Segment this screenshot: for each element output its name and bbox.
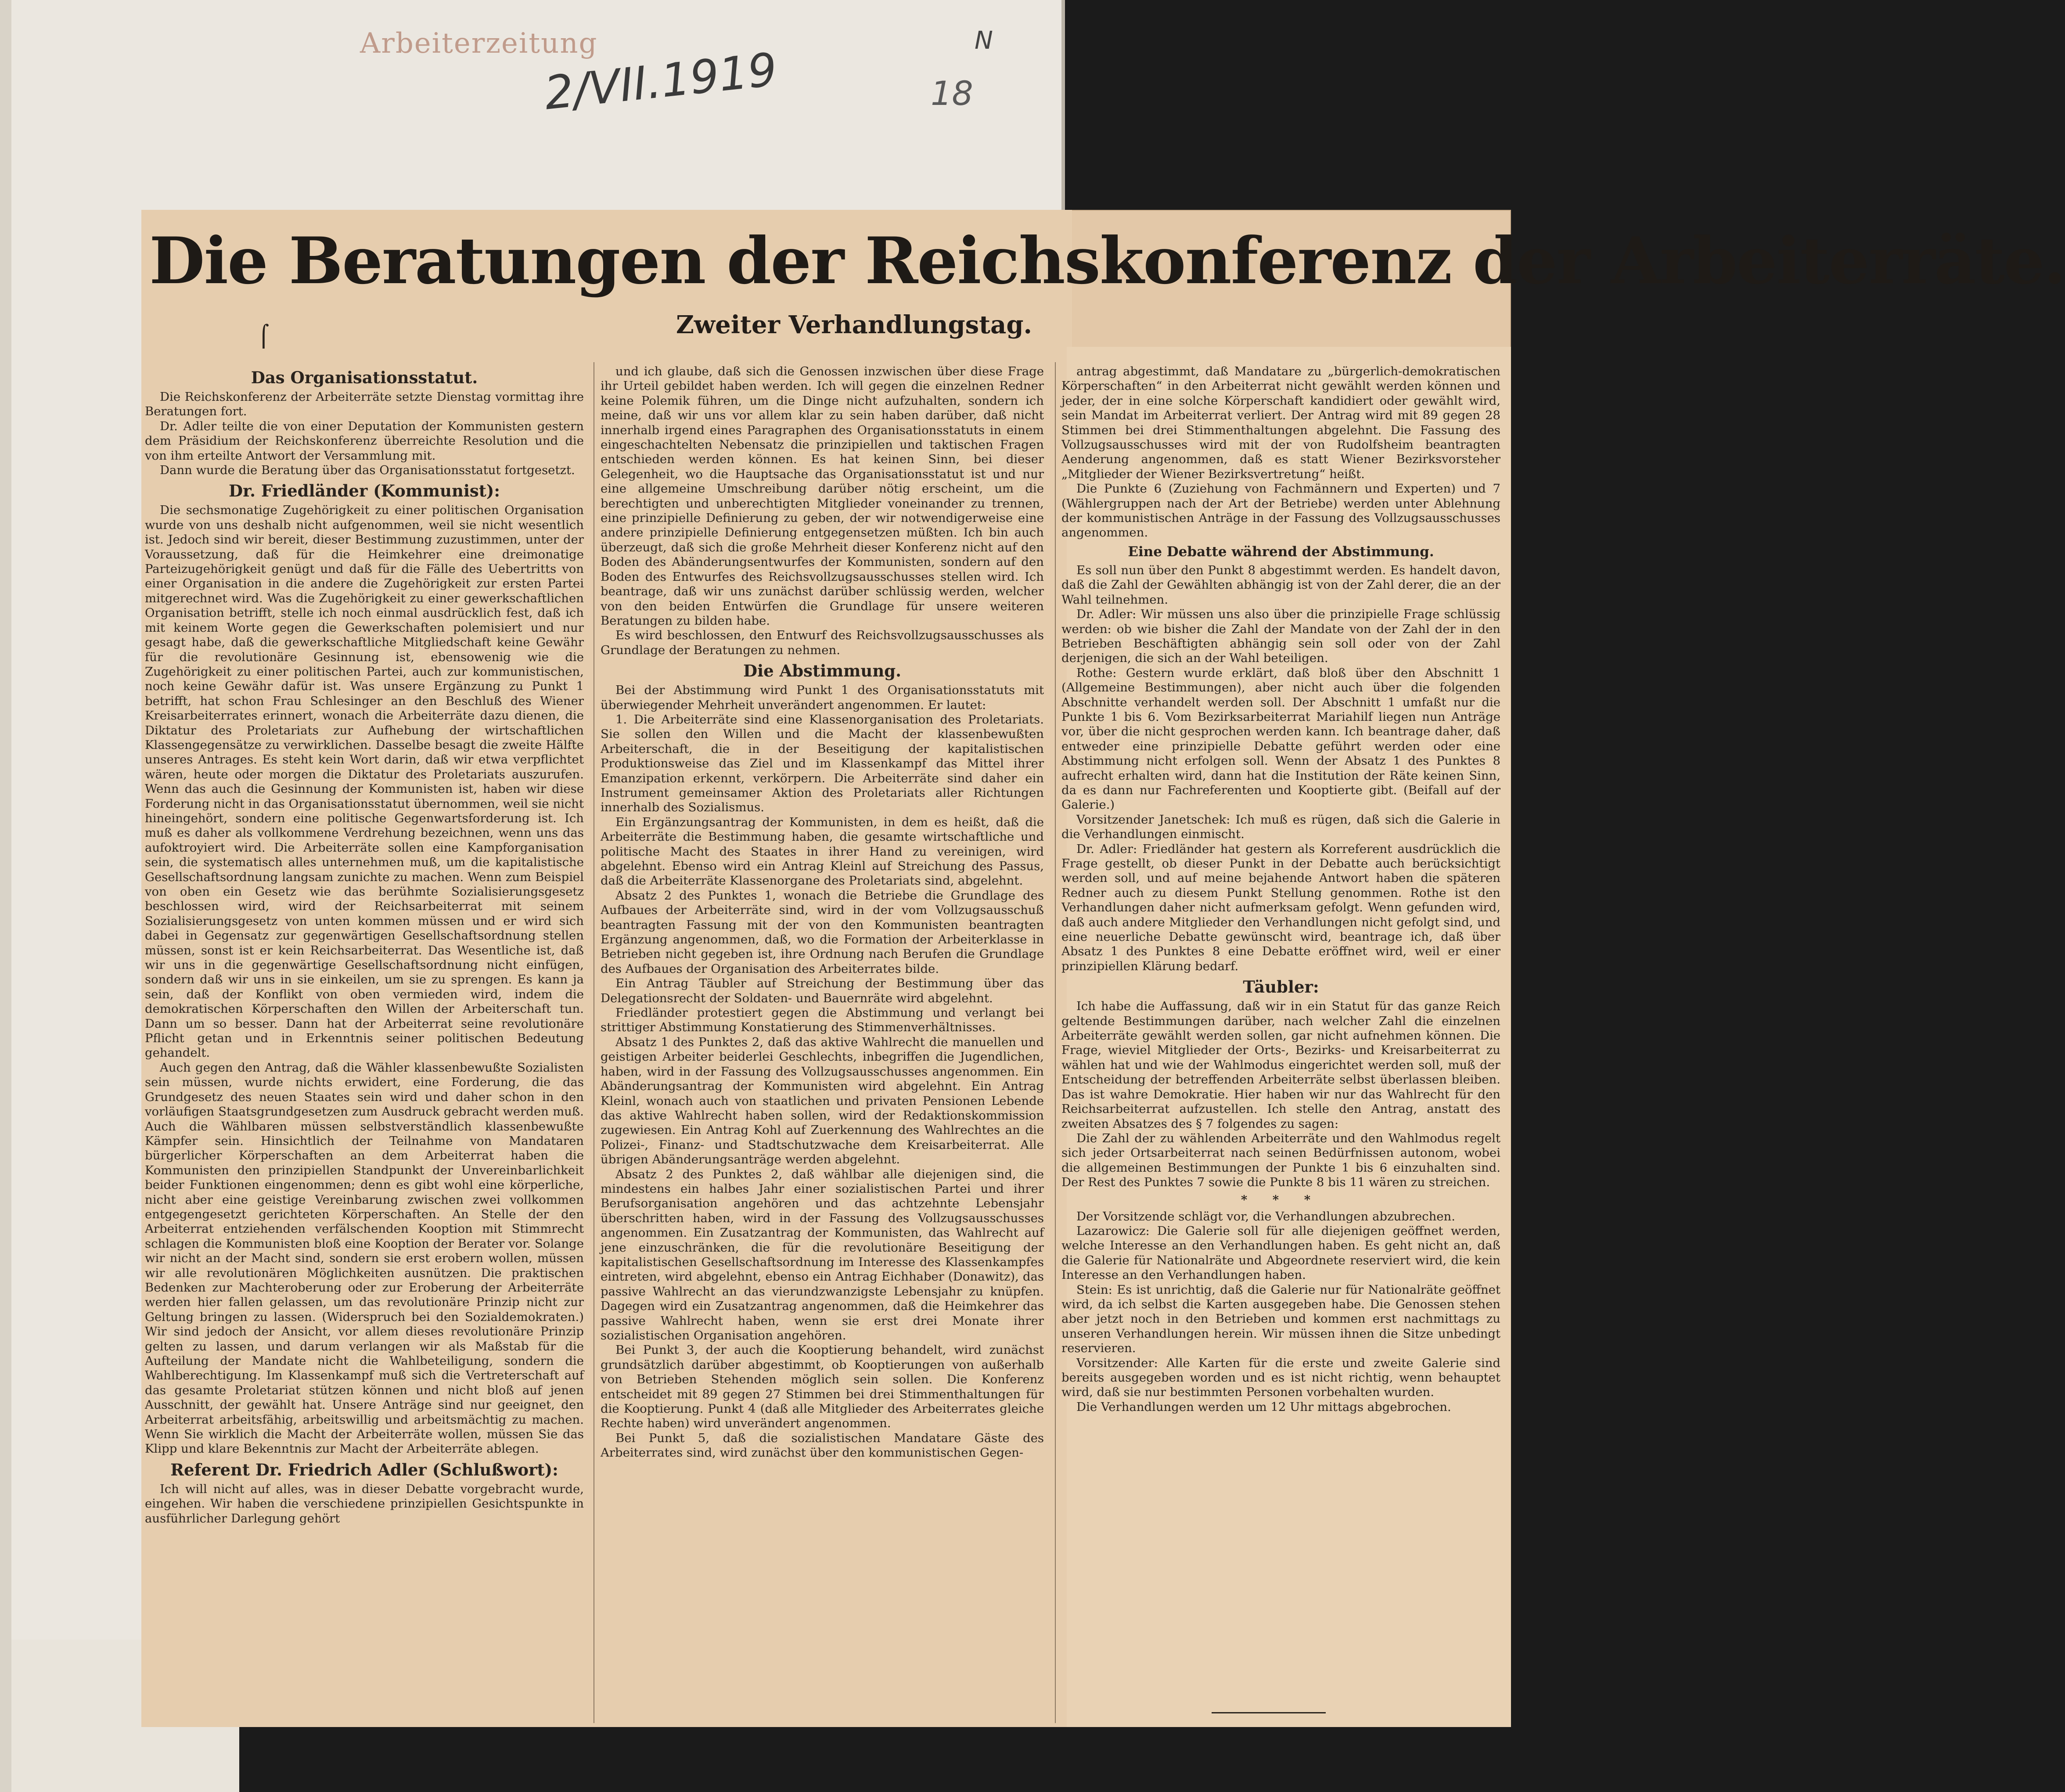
article-subheadline: Zweiter Verhandlungstag. (676, 310, 1032, 339)
article-paragraph: Friedländer protestiert gegen die Abstimmung und verlangt bei strittiger Abstimmung Konstatierung des Stimmenverhältnisses. (601, 1006, 1044, 1035)
article-column-1 (145, 364, 584, 1708)
section-heading: Das Organisationsstatut. (251, 368, 478, 387)
article-paragraph: Dann wurde die Beratung über das Organisationsstatut fortgesetzt. (160, 463, 575, 478)
article-paragraph: Rothe: Gestern wurde erklärt, daß bloß über den Abschnitt 1 (Allgemeine Bestimmungen), aber nicht auch über die folgenden Abschnitte verhandelt werden soll. Der Abschnitt 1 umfaßt nur die Punkte 1 bis 6. Vom Bezirksarbeiterrat Mariahilf liegen nun Anträge vor, über die nicht gesprochen werden kann. Ich beantrage daher, daß entweder eine prinzipielle Debatte geführt werden oder eine Abstimmung nicht erfolgen soll. Wenn der Absatz 1 des Punktes 8 aufrecht erhalten wird, dann hat die Institution der Räte keinen Sinn, da es dann nur Fachreferenten und Kooptierte gibt. (Beifall auf der Galerie.) (1061, 666, 1500, 812)
article-paragraph: Ein Antrag Täubler auf Streichung der Bestimmung über das Delegationsrecht der Soldaten- und Bauernräte wird abgelehnt. (601, 976, 1044, 1005)
article-paragraph: Absatz 2 des Punktes 2, daß wählbar alle diejenigen sind, die mindestens ein halbes Jahr einer sozialistischen Partei und ihrer Berufsorganisation angehören und das achtzehnte Lebensjahr überschritten haben, wird in der Fassung des Vollzugsausschusses angenommen. Ein Zusatzantrag der Kommunisten, das Wahlrecht auf jene einzuschränken, die für die revolutionäre Beseitigung der kapitalistischen Gesellschaftsordnung im Interesse des Klassenkampfes eintreten, wird abgelehnt, ebenso ein Antrag Eichhaber (Donawitz), das passive Wahlrecht an das vierundzwanzigste Lebensjahr zu knüpfen. Dagegen wird ein Zusatzantrag angenommen, daß die Heimkehrer das passive Wahlrecht haben, wenn sie erst drei Monate ihrer sozialistischen Organisation angehören. (601, 1167, 1044, 1342)
article-paragraph: Vorsitzender Janetschek: Ich muß es rügen, daß sich die Galerie in die Verhandlungen einmischt. (1061, 812, 1500, 842)
archive-card-margin (0, 0, 11, 1792)
article-paragraph: Es wird beschlossen, den Entwurf des Reichsvollzugsausschusses als Grundlage der Beratungen zu nehmen. (601, 628, 1044, 657)
ornament-brace: ⌠ (258, 324, 270, 349)
article-paragraph: Absatz 2 des Punktes 1, wonach die Betriebe die Grundlage des Aufbaues der Arbeiterräte sind, wird in der vom Vollzugsausschuß beantragten Fassung mit der von den Kommunisten beantragten Ergänzung angenommen, daß, wo die Formation der Arbeiterklasse in Betrieben nicht gegeben ist, ihre Ordnung nach Berufen die Grundlage des Aufbaues der Organisation des Arbeiterrates bilde. (601, 888, 1044, 976)
handwritten-page-number: 18 (931, 74, 973, 113)
newspaper-name-stamp: Arbeiterzeitung (360, 27, 598, 60)
article-column-2 (601, 364, 1044, 1730)
article-column-3 (1061, 364, 1500, 1681)
article-paragraph: Dr. Adler: Wir müssen uns also über die prinzipielle Frage schlüssig werden: ob wie bisher die Zahl der Mandate von der Zahl der in den Betrieben Beschäftigten abhängig sein soll oder von der Zahl derjenigen, die sich an der Wahl beteiligen. (1061, 607, 1500, 666)
section-heading: Referent Dr. Friedrich Adler (Schlußwort): (170, 1460, 558, 1479)
article-paragraph: Die Punkte 6 (Zuziehung von Fachmännern und Experten) und 7 (Wählergruppen nach der Art der Betriebe) werden unter Ablehnung der kommunistischen Anträge in der Fassung des Vollzugsausschusses angenommen. (1061, 482, 1500, 540)
article-paragraph: Lazarowicz: Die Galerie soll für alle diejenigen geöffnet werden, welche Interesse an den Verhandlungen haben. Es geht nicht an, daß die Galerie für Nationalräte und Abgeordnete reserviert wird, die kein Interesse an den Verhandlungen haben. (1061, 1223, 1500, 1282)
section-heading: Eine Debatte während der Abstimmung. (1128, 543, 1434, 560)
article-paragraph: 1. Die Arbeiterräte sind eine Klassenorganisation des Proletariats. Sie sollen den Willen und die Macht der klassenbewußten Arbeiterschaft, die in der Beseitigung der kapitalistischen Produktionsweise das Ziel und im Klassenkampf das Mittel ihrer Emanzipation erkennt, verkörpern. Die Arbeiterräte sind daher ein Instrument gemeinsamer Aktion des Proletariats aller Richtungen innerhalb des Sozialismus. (601, 712, 1044, 815)
article-paragraph: Ein Ergänzungsantrag der Kommunisten, in dem es heißt, daß die Arbeiterräte die Bestimmung haben, die gesamte wirtschaftliche und politische Macht des Staates in ihrer Hand zu vereinigen, wird abgelehnt. Ebenso wird ein Antrag Kleinl auf Streichung des Passus, daß die Arbeiterräte Klassenorgane des Proletariats sind, abgelehnt. (601, 815, 1044, 888)
article-end-rule (1212, 1712, 1326, 1713)
section-heading: Die Abstimmung. (743, 661, 901, 681)
article-paragraph: Der Vorsitzende schlägt vor, die Verhandlungen abzubrechen. (1076, 1209, 1456, 1223)
article-paragraph: und ich glaube, daß sich die Genossen inzwischen über diese Frage ihr Urteil gebildet haben werden. Ich will gegen die einzelnen Redner keine Polemik führen, um die Dinge nicht aufzuhalten, sondern ich meine, daß wir uns vor allem klar zu sein haben darüber, daß nicht innerhalb irgend eines Paragraphen des Organisationsstatuts in einem eingeschachtelten Nebensatz die prinzipiellen und taktischen Fragen entschieden werden können. Es hat keinen Sinn, bei dieser Gelegenheit, wo die Hauptsache das Organisationsstatut ist und nur eine allgemeine Umschreibung darüber nötig erscheint, um die berechtigten und unberechtigten Mitglieder voneinander zu trennen, eine prinzipielle Definierung zu geben, der wir notwendigerweise eine andere prinzipielle Definierung entgegensetzen müßten. Ich bin auch überzeugt, daß sich die große Mehrheit dieser Konferenz nicht auf den Boden des Abänderungsentwurfes der Kommunisten, sondern auf den Boden des Entwurfes des Reichsvollzugsausschusses stellen wird. Ich beantrage, daß wir uns zunächst darüber schlüssig werden, welcher von den beiden Entwürfen die Grundlage für unsere weiteren Beratungen zu bilden habe. (601, 364, 1044, 628)
article-paragraph: Bei Punkt 5, daß die sozialistischen Mandatare Gäste des Arbeiterrates sind, wird zunächst über den kommunistischen Gegen- (601, 1431, 1044, 1460)
article-paragraph: Es soll nun über den Punkt 8 abgestimmt werden. Es handelt davon, daß die Zahl der Gewählten abhängig ist von der Zahl derer, die an der Wahl teilnehmen. (1061, 563, 1500, 607)
section-separator: * * * (1241, 1192, 1321, 1207)
article-paragraph: antrag abgestimmt, daß Mandatare zu „bürgerlich-demokratischen Körperschaften“ in den Arbeiterrat nicht gewählt werden können und jeder, der in eine solche Körperschaft kandidiert oder gewählt wird, sein Mandat im Arbeiterrat verliert. Der Antrag wird mit 89 gegen 28 Stimmen bei drei Stimmenthaltungen abgelehnt. Die Fassung des Vollzugsausschusses wird mit der von Rudolfsheim beantragten Aenderung angenommen, daß es statt Wiener Bezirksvorsteher „Mitglieder der Wiener Bezirksvertretung“ heißt. (1061, 364, 1500, 481)
article-paragraph: Die Zahl der zu wählenden Arbeiterräte und den Wahlmodus regelt sich jeder Ortsarbeiterrat nach seinen Bedürfnissen autonom, wobei die allgemeinen Bestimmungen der Punkte 1 bis 6 einzuhalten sind. Der Rest des Punktes 7 sowie die Punkte 8 bis 11 wären zu streichen. (1061, 1131, 1500, 1190)
article-paragraph: Auch gegen den Antrag, daß die Wähler klassenbewußte Sozialisten sein müssen, wurde nichts erwidert, eine Forderung, die das Grundgesetz des neuen Staates sein wird und daher schon in den vorläufigen Staatsgrundgesetzen zum Ausdruck gebracht werden muß. Auch die Wählbaren müssen selbstverständlich klassenbewußte Kämpfer sein. Hinsichtlich der Teilnahme von Mandataren bürgerlicher Körperschaften an dem Arbeiterrat haben die Kommunisten den prinzipiellen Standpunkt der Unvereinbarlichkeit beider Funktionen eingenommen; denn es gibt wohl eine körperliche, nicht aber eine geistige Vereinbarung zwischen zwei vollkommen entgegengesetzt gerichteten Körperschaften. An Stelle der den Arbeiterrat entziehenden verfälschenden Kooption mit Stimmrecht schlagen die Kommunisten bloß eine Kooption der Berater vor. Solange wir nicht an der Macht sind, sondern sie erst erobern wollen, müssen wir alle revolutionären Möglichkeiten ausnützen. Die praktischen Bedenken zur Machteroberung oder zur Eroberung der Arbeiterräte werden hier fallen gelassen, um das revolutionäre Prinzip nicht zur Geltung bringen zu lassen. (Widerspruch bei den Sozialdemokraten.) Wir sind jedoch der Ansicht, vor allem dieses revolutionäre Prinzip gelten zu lassen, und darum verlangen wir als Maßstab für die Aufteilung der Mandate nicht die Wahlbeteiligung, sondern die Wahlberechtigung. Im Klassenkampf muß sich die Vertreterschaft auf das gesamte Proletariat stützen können und nicht bloß auf jenen Ausschnitt, der gewählt hat. Unsere Anträge sind nur geeignet, den Arbeiterrat arbeitsfähig, arbeitswillig und arbeitsmächtig zu machen. Wenn Sie wirklich die Macht der Arbeiterräte wollen, müssen Sie das Klipp und klare Bekenntnis zur Macht der Arbeiterräte ablegen. (145, 1060, 584, 1456)
article-paragraph: Stein: Es ist unrichtig, daß die Galerie nur für Nationalräte geöffnet wird, da ich selbst die Karten ausgegeben habe. Die Genossen stehen aber jetzt noch in den Betrieben und kommen erst nachmittags zu unseren Verhandlungen herein. Wir müssen ihnen die Sitze unbedingt reservieren. (1061, 1282, 1500, 1356)
article-paragraph: Bei der Abstimmung wird Punkt 1 des Organisationsstatuts mit überwiegender Mehrheit unverändert angenommen. Er lautet: (601, 683, 1044, 712)
article-paragraph: Ich habe die Auffassung, daß wir in ein Statut für das ganze Reich geltende Bestimmungen darüber, nach welcher Zahl die einzelnen Arbeiterräte gewählt werden sollen, gar nicht aufnehmen können. Die Frage, wieviel Mitglieder der Orts-, Bezirks- und Kreisarbeiterrat zu wählen hat und wie der Wahlmodus eingerichtet werden soll, muß der Entscheidung der betreffenden Arbeiterräte selbst überlassen bleiben. Das ist wahre Demokratie. Hier haben wir nur das Wahlrecht für den Reichsarbeiterrat aufzustellen. Ich stelle den Antrag, anstatt des zweiten Absatzes des § 7 folgendes zu sagen: (1061, 999, 1500, 1131)
section-heading: Dr. Friedländer (Kommunist): (228, 481, 500, 501)
article-paragraph: Absatz 1 des Punktes 2, daß das aktive Wahlrecht die manuellen und geistigen Arbeiter beiderlei Geschlechts, inbegriffen die Jugendlichen, haben, wird in der Fassung des Vollzugsausschusses angenommen. Ein Abänderungsantrag der Kommunisten wird abgelehnt. Ein Antrag Kleinl, wonach auch von staatlichen und privaten Pensionen Lebende das aktive Wahlrecht haben sollen, wird der Redaktionskommission zugewiesen. Ein Antrag Kohl auf Zuerkennung des Wahlrechtes an die Polizei-, Finanz- und Stadtschutzwache dem Kreisarbeiterrat. Alle übrigen Abänderungsanträge werden abgelehnt. (601, 1035, 1044, 1167)
article-headline: Die Beratungen der Reichskonferenz der Arbeiterräte. (149, 223, 2065, 299)
article-paragraph: Dr. Adler: Friedländer hat gestern als Korreferent ausdrücklich die Frage gestellt, ob dieser Punkt in der Debatte auch berücksichtigt werden soll, und auf meine bejahende Antwort haben die späteren Redner auch zu diesem Punkt Stellung genommen. Rothe ist den Verhandlungen daher nicht aufmerksam gefolgt. Wenn gefunden wird, daß auch andere Mitglieder den Verhandlungen nicht gefolgt sind, und eine neuerliche Debatte gewünscht wird, beantrage ich, daß über Absatz 1 des Punktes 8 eine Debatte eröffnet wird, weil er einer prinzipiellen Klärung bedarf. (1061, 842, 1500, 973)
article-paragraph: Die Reichskonferenz der Arbeiterräte setzte Dienstag vormittag ihre Beratungen fort. (145, 390, 584, 419)
handwritten-mark: N (975, 26, 993, 55)
column-rule (1055, 362, 1056, 1723)
article-paragraph: Dr. Adler teilte die von einer Deputation der Kommunisten gestern dem Präsidium der Reichskonferenz überreichte Resolution und die von ihm erteilte Antwort der Versammlung mit. (145, 419, 584, 463)
handwritten-date: 2/VII.1919 (542, 42, 780, 120)
article-paragraph: Ich will nicht auf alles, was in dieser Debatte vorgebracht wurde, eingehen. Wir haben die verschiedene prinzipiellen Gesichtspunkte in ausführlicher Darlegung gehört (145, 1482, 584, 1526)
section-heading: Täubler: (1243, 977, 1319, 997)
article-paragraph: Bei Punkt 3, der auch die Kooptierung behandelt, wird zunächst grundsätzlich darüber abgestimmt, ob Kooptierungen von außerhalb von Betrieben Stehenden möglich sein sollen. Die Konferenz entscheidet mit 89 gegen 27 Stimmen bei drei Stimmenthaltungen für die Kooptierung. Punkt 4 (daß alle Mitglieder des Arbeiterrates gleiche Rechte haben) wird unverändert angenommen. (601, 1343, 1044, 1431)
article-paragraph: Die sechsmonatige Zugehörigkeit zu einer politischen Organisation wurde von uns deshalb nicht aufgenommen, weil sie nicht wesentlich ist. Jedoch sind wir bereit, dieser Bestimmung zuzustimmen, unter der Voraussetzung, daß für die Heimkehrer eine dreimonatige Parteizugehörigkeit genügt und daß für die Fälle des Uebertritts von einer Organisation in die andere die Zugehörigkeit zur ersten Partei mitgerechnet wird. Was die Zugehörigkeit zu einer gewerkschaftlichen Organisation betrifft, stelle ich noch einmal ausdrücklich fest, daß ich mit keinem Worte gegen die Gewerkschaften polemisiert und nur gesagt habe, daß die gewerkschaftliche Mitgliedschaft keine Gewähr für die revolutionäre Gesinnung ist, ebensowenig wie die Zugehörigkeit zu einer politischen Partei, auch zur kommunistischen, noch keine Gewähr dafür ist. Was unsere Ergänzung zu Punkt 1 betrifft, hat schon Frau Schlesinger an den Beschluß des Wiener Kreisarbeiterrates erinnert, wonach die Arbeiterräte dazu dienen, die Diktatur des Proletariats zur Aufhebung der wirtschaftlichen Klassengegensätze zu verwirklichen. Dasselbe besagt die zweite Hälfte unseres Antrages. Es steht kein Wort darin, daß wir etwa verpflichtet wären, heute oder morgen die Diktatur des Proletariats auszurufen. Wenn das auch die Gesinnung der Kommunisten ist, haben wir diese Forderung nicht in das Organisationsstatut übernommen, weil sie nicht hineingehört, sondern eine politische Gegenwartsforderung ist. Ich muß es daher als vollkommene Verdrehung bezeichnen, wenn uns das aufoktroyiert wird. Die Arbeiterräte sollen eine Kampforganisation sein, die systematisch alles unternehmen muß, um die kapitalistische Gesellschaftsordnung langsam zunichte zu machen. Wenn zum Beispiel von oben ein Gesetz wie das berühmte Sozialisierungsgesetz beschlossen wird, wird der Reichsarbeiterrat mit seinem Sozialisierungsgesetz von unten kommen müssen und er wird sich dabei in Gegensatz zur gegenwärtigen Gesellschaftsordnung stellen müssen, sonst ist er kein Reichsarbeiterrat. Das Wesentliche ist, daß wir uns in die gegenwärtige Gesellschaftsordnung nicht einfügen, sondern daß wir uns in sie einkeilen, um sie zu sprengen. Es kann ja sein, daß der Konflikt von oben vermieden wird, indem die demokratischen Körperschaften den Willen der Arbeiterschaft tun. Dann um so besser. Dann hat der Arbeiterrat seine revolutionäre Pflicht getan und in Erkenntnis seiner politischen Bedeutung gehandelt. (145, 503, 584, 1060)
article-paragraph: Die Verhandlungen werden um 12 Uhr mittags abgebrochen. (1076, 1400, 1451, 1414)
article-paragraph: Vorsitzender: Alle Karten für die erste und zweite Galerie sind bereits ausgegeben worden und es ist nicht richtig, wenn behauptet wird, daß sie nur bestimmten Personen vorbehalten wurden. (1061, 1356, 1500, 1400)
